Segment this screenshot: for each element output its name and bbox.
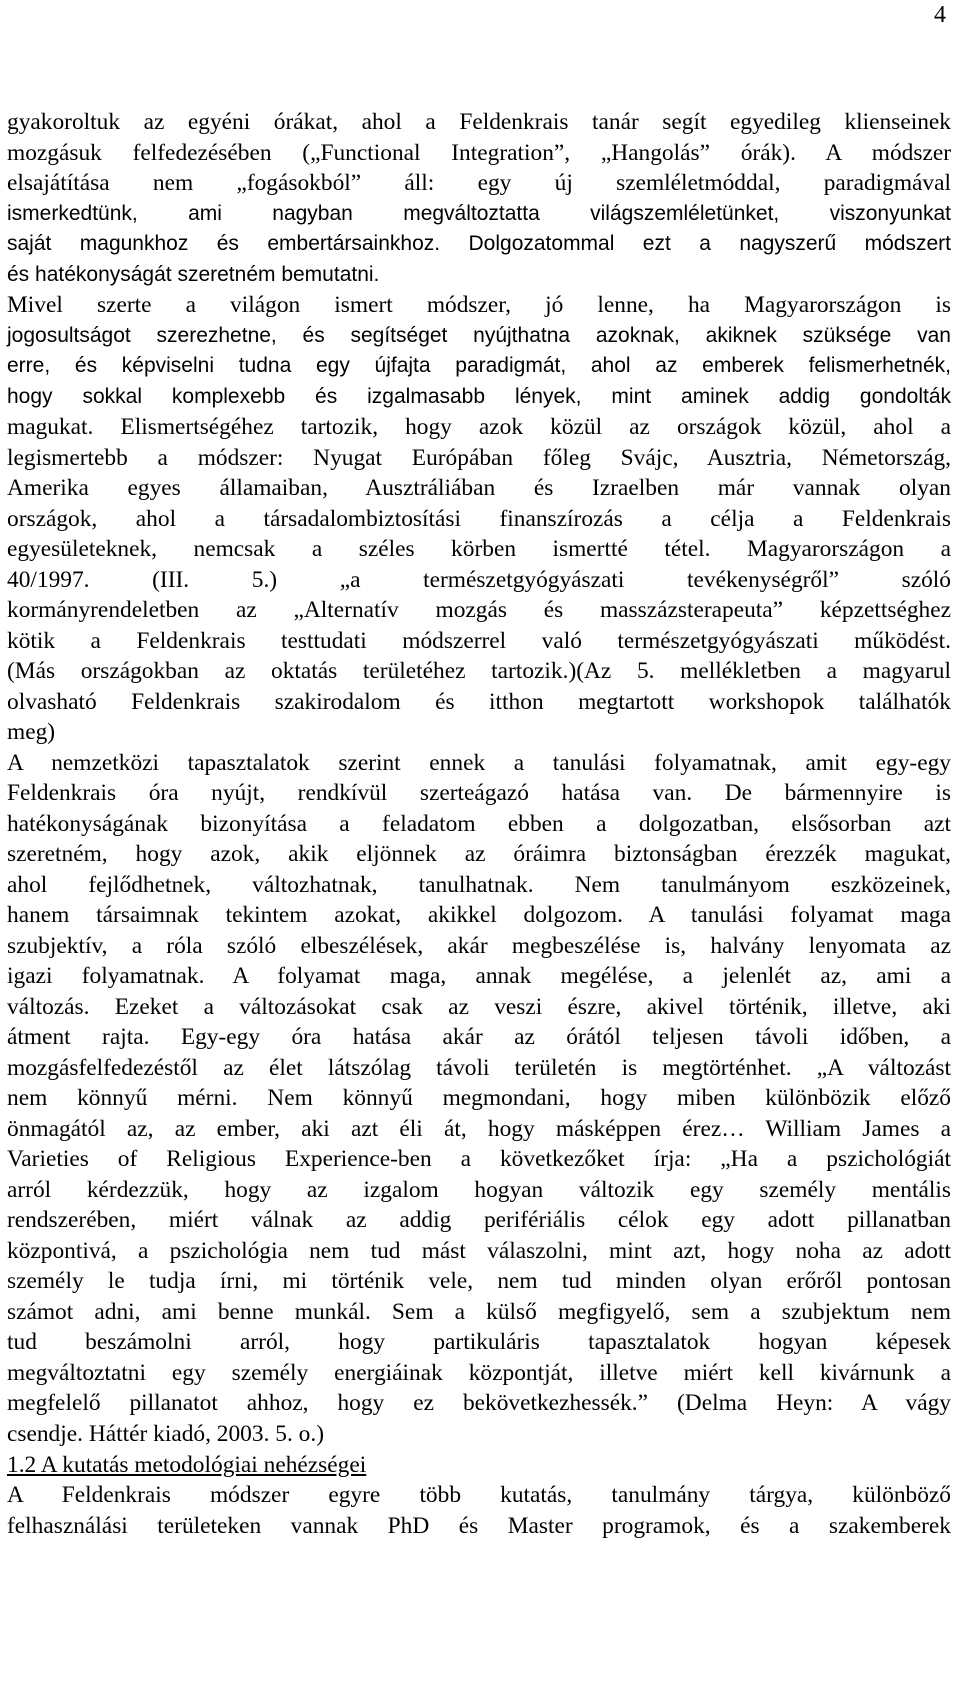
text-line: központivá, a pszichológia nem tud mást válaszolni, mint azt, hogy noha az adott (7, 1237, 951, 1264)
text-line: ismerkedtünk, ami nagyban megváltoztatta világszemléletünket, viszonyunkat (7, 201, 951, 225)
text-line: hatékonyságának bizonyítása a feladatom ebben a dolgozatban, elsősorban azt (7, 810, 951, 837)
page-number: 4 (934, 2, 946, 28)
text-line: rendszerében, miért válnak az addig perifériális célok egy adott pillanatban (7, 1207, 951, 1233)
text-line: tud beszámolni arról, hogy partikuláris tapasztalatok hogyan képesek (7, 1329, 951, 1355)
text-line: ahol fejlődhetnek, változhatnak, tanulhatnak. Nem tanulmányom eszközeinek, (7, 871, 951, 898)
text-line: magukat. Elismertségéhez tartozik, hogy azok közül az országok közül, ahol a (7, 414, 951, 440)
text-line: gyakoroltuk az egyéni órákat, ahol a Feldenkrais tanár segít egyedileg klienseinek (7, 109, 951, 135)
text-line: legismertebb a módszer: Nyugat Európában főleg Svájc, Ausztria, Németország, (7, 444, 951, 471)
text-line: erre, és képviselni tudna egy újfajta paradigmát, ahol az emberek felismerhetnék, (7, 354, 951, 377)
text-line: meg) (7, 719, 56, 745)
text-line: jogosultságot szerezhetne, és segítséget nyújthatna azoknak, akiknek szüksége van (7, 323, 951, 347)
text-line: csendje. Háttér kiadó, 2003. 5. o.) (7, 1420, 324, 1447)
text-line: 40/1997. (III. 5.) „a természetgyógyászati tevékenységről” szóló (7, 566, 951, 593)
text-line: A nemzetközi tapasztalatok szerint ennek a tanulási folyamatnak, amit egy-egy (7, 749, 951, 776)
text-line: saját magunkhoz és embertársainkhoz. Dolgozatommal ezt a nagyszerű módszert (7, 232, 951, 255)
text-line: kötik a Feldenkrais testtudati módszerrel való természetgyógyászati működést. (7, 627, 951, 654)
text-line: egyesületeknek, nemcsak a széles körben ismertté tétel. Magyarországon a (7, 536, 951, 562)
text-line: szeretném, hogy azok, akik eljönnek az óráimra biztonságban érezzék magukat, (7, 841, 951, 867)
text-line: Feldenkrais óra nyújt, rendkívül szerteágazó hatása van. De bármennyire is (7, 780, 951, 806)
text-line: szubjektív, a róla szóló elbeszélések, akár megbeszélése is, halvány lenyomata az (7, 932, 951, 959)
text-line: Mivel szerte a világon ismert módszer, jó lenne, ha Magyarországon is (7, 292, 951, 318)
text-line: arról kérdezzük, hogy az izgalom hogyan változik egy személy mentális (7, 1176, 951, 1203)
text-line: átment rajta. Egy-egy óra hatása akár az órától teljesen távoli időben, a (7, 1024, 951, 1050)
text-line: és hatékonyságát szeretném bemutatni. (7, 262, 380, 286)
text-line: számot adni, ami benne munkál. Sem a külső megfigyelő, sem a szubjektum nem (7, 1298, 951, 1325)
text-line: nem könnyű mérni. Nem könnyű megmondani, hogy miben különbözik előző (7, 1085, 951, 1111)
text-line: felhasználási területeken vannak PhD és Master programok, és a szakemberek (7, 1512, 951, 1539)
text-line: elsajátítása nem „fogásokból” áll: egy új szemléletmóddal, paradigmával (7, 170, 951, 196)
section-heading: 1.2 A kutatás metodológiai nehézségei (7, 1452, 367, 1478)
text-line: mozgásuk felfedezésében („Functional Integration”, „Hangolás” órák). A módszer (7, 139, 951, 166)
text-line: igazi folyamatnak. A folyamat maga, annak megélése, a jelenlét az, ami a (7, 963, 951, 989)
text-line: megváltoztatni egy személy energiáinak központját, illetve miért kell kivárnunk a (7, 1359, 951, 1386)
text-line: Amerika egyes államaiban, Ausztráliában és Izraelben már vannak olyan (7, 475, 951, 501)
text-line: olvasható Feldenkrais szakirodalom és itthon megtartott workshopok találhatók (7, 688, 951, 715)
text-line: kormányrendeletben az „Alternatív mozgás és masszázsterapeuta” képzettséghez (7, 597, 951, 623)
text-line: (Más országokban az oktatás területéhez tartozik.)(Az 5. mellékletben a magyarul (7, 658, 951, 684)
text-line: A Feldenkrais módszer egyre több kutatás, tanulmány tárgya, különböző (7, 1482, 951, 1508)
text-line: változás. Ezeket a változásokat csak az veszi észre, akivel történik, illetve, aki (7, 993, 951, 1020)
text-line: hogy sokkal komplexebb és izgalmasabb lények, mint aminek addig gondolták (7, 384, 951, 408)
text-line: hanem társaimnak tekintem azokat, akikkel dolgozom. A tanulási folyamat maga (7, 902, 951, 928)
text-line: személy le tudja írni, mi történik vele, nem tud minden olyan erőről pontosan (7, 1268, 951, 1294)
text-line: mozgásfelfedezéstől az élet látszólag távoli területén is megtörténhet. „A változást (7, 1054, 951, 1081)
text-line: megfelelő pillanatot ahhoz, hogy ez bekövetkezhessék.” (Delma Heyn: A vágy (7, 1390, 951, 1416)
text-line: országok, ahol a társadalombiztosítási finanszírozás a célja a Feldenkrais (7, 505, 951, 532)
text-line: önmagától az, az ember, aki azt éli át, hogy másképpen érez… William James a (7, 1115, 951, 1142)
text-line: Varieties of Religious Experience-ben a következőket írja: „Ha a pszichológiát (7, 1146, 951, 1172)
